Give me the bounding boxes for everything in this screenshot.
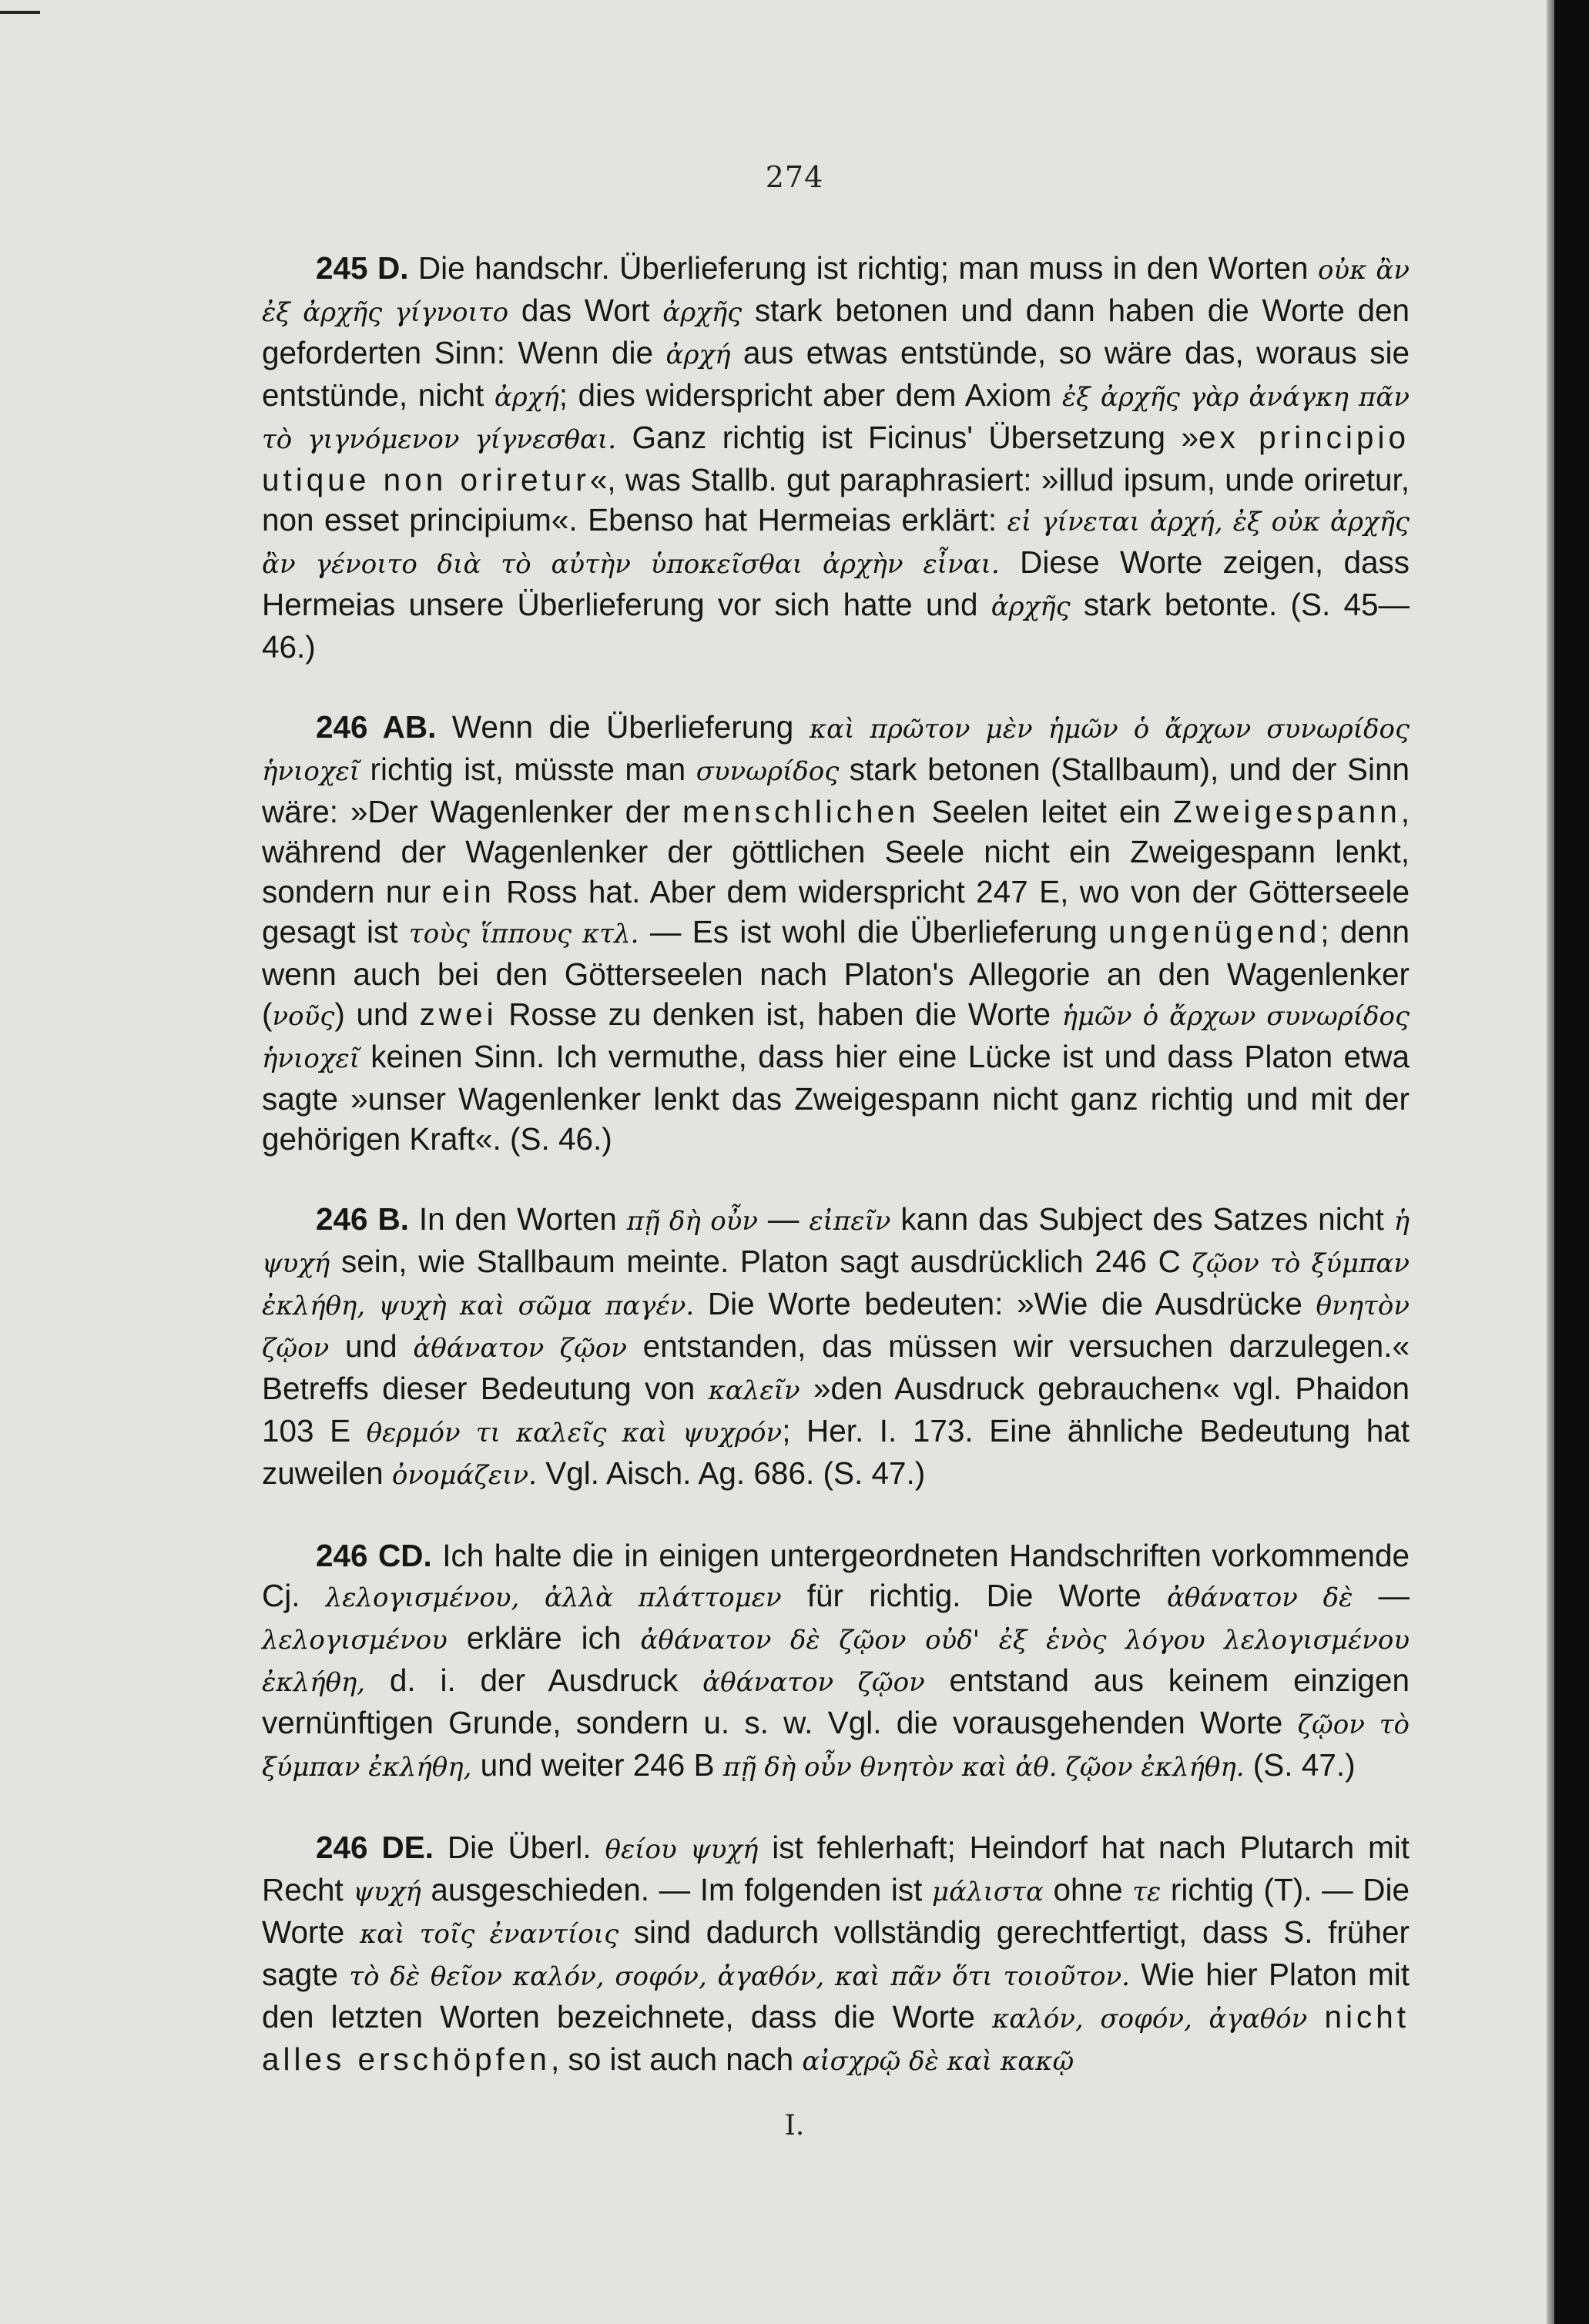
- greek-quote: πῇ δὴ οὖν θνητὸν καὶ ἀθ. ζῷον ἐκλήθη.: [722, 1752, 1245, 1783]
- body-text: ist fehlerhaft; Heindorf hat nach Plutarch mit Recht: [262, 1830, 1410, 1907]
- commentary-entry: [262, 1535, 1410, 1787]
- greek-quote: τὸ δὲ θεῖον καλόν, σοφόν, ἀγαθόν, καὶ πᾶν ὅτι τοιοῦτον.: [349, 1961, 1130, 1992]
- greek-quote: ἐξ ἀρχῆς γὰρ ἀνάγκη πᾶν τὸ γιγνόμενον γίγνεσθαι.: [262, 382, 1410, 455]
- body-text: erkläre ich: [447, 1620, 641, 1656]
- body-text: und weiter 246 B: [471, 1747, 723, 1783]
- body-text: —: [758, 1201, 810, 1237]
- body-text: Ich halte die in einigen untergeordneten Handschriften vorkommende Cj.: [262, 1538, 1410, 1613]
- body-text: keinen Sinn. Ich vermuthe, dass hier eine Lücke ist und dass Platon etwa sagte »unser Wagenlenker lenkt das Zweigespann nicht ganz richtig und mit der gehörigen Kraft«. (S. 46.): [262, 1039, 1410, 1157]
- body-text: , so ist auch nach: [550, 2041, 803, 2077]
- body-text: stark betonte. (S. 45—46.): [262, 587, 1410, 665]
- greek-quote: ἀρχῆς: [991, 591, 1071, 622]
- greek-quote: εἰπεῖν: [809, 1206, 891, 1237]
- body-text: Wenn die Überlieferung: [436, 709, 810, 745]
- greek-quote: οὐκ ἂν ἐξ ἀρχῆς γίγνοιτο: [262, 255, 1410, 328]
- passage-reference: 246 DE.: [316, 1830, 434, 1865]
- body-text: Die Überl.: [433, 1830, 605, 1865]
- greek-quote: ἀρχῆς: [662, 297, 743, 328]
- body-text: Die handschr. Überlieferung ist richtig; man muss in den Worten: [408, 250, 1318, 286]
- greek-quote: ἀθάνατον δὲ ζῷον οὐδ' ἐξ ἑνὸς λόγου λελογισμένου ἐκλήθη,: [262, 1625, 1410, 1698]
- greek-quote: λελογισμένου: [262, 1625, 448, 1656]
- passage-reference: 246 AB.: [316, 709, 437, 745]
- greek-quote: ἀθάνατον δὲ: [1166, 1582, 1353, 1613]
- greek-quote: καὶ τοῖς ἐναντίοις: [359, 1919, 619, 1950]
- signature-mark: I.: [784, 2110, 805, 2141]
- greek-quote: ἀθάνατον ζῷον: [413, 1333, 627, 1364]
- greek-quote: μάλιστα: [932, 1877, 1044, 1907]
- greek-quote: ἀθάνατον ζῷον: [702, 1667, 925, 1698]
- scan-border: [1554, 0, 1589, 2324]
- body-text: sind dadurch vollständig gerechtfertigt, dass S. früher sagte: [262, 1914, 1410, 1992]
- emphasis-text: nicht alles erschöpfen: [262, 1999, 1410, 2077]
- page-number: 274: [765, 160, 824, 194]
- greek-quote: πῇ δὴ οὖν: [626, 1206, 759, 1237]
- greek-quote: θερμόν τι καλεῖς καὶ ψυχρόν: [366, 1418, 783, 1448]
- body-text: ; Her. I. 173. Eine ähnliche Bedeutung hat zuweilen: [262, 1413, 1410, 1491]
- body-text: entstanden, das müssen wir versuchen darzulegen.« Betreffs dieser Bedeutung von: [262, 1328, 1410, 1406]
- body-text: und: [329, 1328, 414, 1364]
- commentary-entry: [262, 1199, 1410, 1495]
- greek-quote: ψυχή: [353, 1877, 421, 1907]
- body-text: ; dies widerspricht aber dem Axiom: [558, 377, 1062, 413]
- body-text: Seelen leitet ein: [919, 794, 1173, 829]
- body-text: ohne: [1043, 1872, 1133, 1907]
- emphasis-text: menschlichen: [682, 794, 920, 829]
- passage-reference: 245 D.: [316, 250, 409, 286]
- body-text: — Es ist wohl die Überlieferung: [639, 914, 1108, 949]
- body-text: richtig ist, müsste man: [360, 752, 696, 787]
- body-text: , während der Wagenlenker der göttlichen Seele nicht ein Zweigespann lenkt, sondern nur: [262, 794, 1410, 909]
- body-text: ; denn wenn auch bei den Götterseelen nach Platon's Allegorie an den Wagenlenker (: [262, 914, 1410, 1032]
- greek-quote: ἡ ψυχή: [262, 1206, 1410, 1279]
- body-text: Ross hat. Aber dem widerspricht 247 E, wo von der Götterseele gesagt ist: [262, 874, 1410, 949]
- body-text: richtig (T). — Die Worte: [262, 1872, 1410, 1950]
- body-text: Ganz richtig ist Ficinus' Übersetzung »: [616, 420, 1198, 455]
- body-text: das Wort: [508, 293, 663, 328]
- greek-quote: ἀρχή: [665, 340, 731, 370]
- body-text: Vgl. Aisch. Ag. 686. (S. 47.): [537, 1455, 926, 1491]
- greek-quote: εἰ γίνεται ἀρχή, ἐξ οὐκ ἀρχῆς ἂν γένοιτο διὰ τὸ αὐτὴν ὑποκεῖσθαι ἀρχὴν εἶναι.: [262, 507, 1410, 580]
- body-text: (S. 47.): [1244, 1747, 1356, 1783]
- passage-reference: 246 CD.: [316, 1538, 432, 1573]
- body-text: d. i. der Ausdruck: [365, 1663, 703, 1698]
- emphasis-text: ex principio utique non oriretur: [262, 420, 1410, 497]
- greek-quote: καλεῖν: [708, 1375, 800, 1406]
- greek-quote: ζῷον τὸ ξύμπαν ἐκλήθη, ψυχὴ καὶ σῶμα παγέν.: [262, 1248, 1410, 1321]
- body-text: ausgeschieden. — Im folgenden ist: [421, 1872, 932, 1907]
- body-text: Diese Worte zeigen, dass Hermeias unsere Überlieferung vor sich hatte und: [262, 544, 1410, 622]
- body-text: —: [1353, 1578, 1410, 1613]
- corner-mark: [0, 0, 40, 14]
- passage-reference: 246 B.: [316, 1201, 409, 1237]
- greek-quote: τοὺς ἵππους κτλ.: [408, 919, 639, 949]
- body-text: entstand aus keinem einzigen vernünftigen Grunde, sondern u. s. w. Vgl. die vorausgehenden Worte: [262, 1663, 1410, 1740]
- greek-quote: καὶ πρῶτον μὲν ἡμῶν ὁ ἄρχων συνωρίδος ἡνιοχεῖ: [262, 714, 1410, 787]
- greek-quote: ὀνομάζειν.: [391, 1460, 537, 1491]
- greek-quote: αἰσχρῷ δὲ καὶ κακῷ: [802, 2046, 1074, 2077]
- commentary-entry: [262, 248, 1410, 667]
- greek-quote: ἀρχή: [494, 382, 559, 413]
- body-text: In den Worten: [408, 1201, 627, 1237]
- body-text: sein, wie Stallbaum meinte. Platon sagt ausdrücklich 246 C: [330, 1244, 1192, 1279]
- body-text: ) und: [334, 996, 420, 1032]
- greek-quote: λελογισμένου, ἀλλὰ πλάττομεν: [325, 1582, 782, 1613]
- body-text: für richtig. Die Worte: [781, 1578, 1167, 1613]
- commentary-entry: [262, 707, 1410, 1159]
- body-text: [1307, 1999, 1324, 2034]
- greek-quote: ζῷον τὸ ξύμπαν ἐκλήθη,: [262, 1710, 1410, 1783]
- body-text: »den Ausdruck gebrauchen« vgl. Phaidon 103 E: [262, 1371, 1410, 1448]
- body-text: Rosse zu denken ist, haben die Worte: [497, 996, 1062, 1032]
- body-text: Wie hier Platon mit den letzten Worten bezeichnete, dass die Worte: [262, 1957, 1410, 2034]
- emphasis-text: Zweigespann: [1172, 794, 1401, 829]
- body-text: Die Worte bedeuten: »Wie die Ausdrücke: [694, 1286, 1316, 1321]
- emphasis-text: ungenügend: [1108, 914, 1321, 949]
- body-text: aus etwas entstünde, so wäre das, woraus sie entstünde, nicht: [262, 335, 1410, 413]
- body-text: stark betonen (Stallbaum), und der Sinn wäre: »Der Wagenlenker der: [262, 752, 1410, 829]
- greek-quote: τε: [1132, 1877, 1162, 1907]
- commentary-entry: [262, 1827, 1410, 2081]
- emphasis-text: ein: [441, 874, 495, 909]
- emphasis-text: zwei: [419, 996, 498, 1032]
- greek-quote: ἡμῶν ὁ ἄρχων συνωρίδος ἡνιοχεῖ: [262, 1001, 1410, 1074]
- body-text: stark betonen und dann haben die Worte den geforderten Sinn: Wenn die: [262, 293, 1410, 370]
- body-text: «, was Stallb. gut paraphrasiert: »illud ipsum, unde oriretur, non esset principium«. Ebenso hat Hermeias erklärt:: [262, 462, 1410, 537]
- greek-quote: νοῦς: [272, 1001, 335, 1032]
- greek-quote: θνητὸν ζῷον: [262, 1291, 1410, 1364]
- greek-quote: συνωρίδος: [696, 756, 840, 787]
- greek-quote: θείου ψυχή: [605, 1834, 759, 1865]
- commentary-body: [262, 248, 1410, 2121]
- greek-quote: καλόν, σοφόν, ἀγαθόν: [991, 2004, 1308, 2034]
- body-text: kann das Subject des Satzes nicht: [890, 1201, 1394, 1237]
